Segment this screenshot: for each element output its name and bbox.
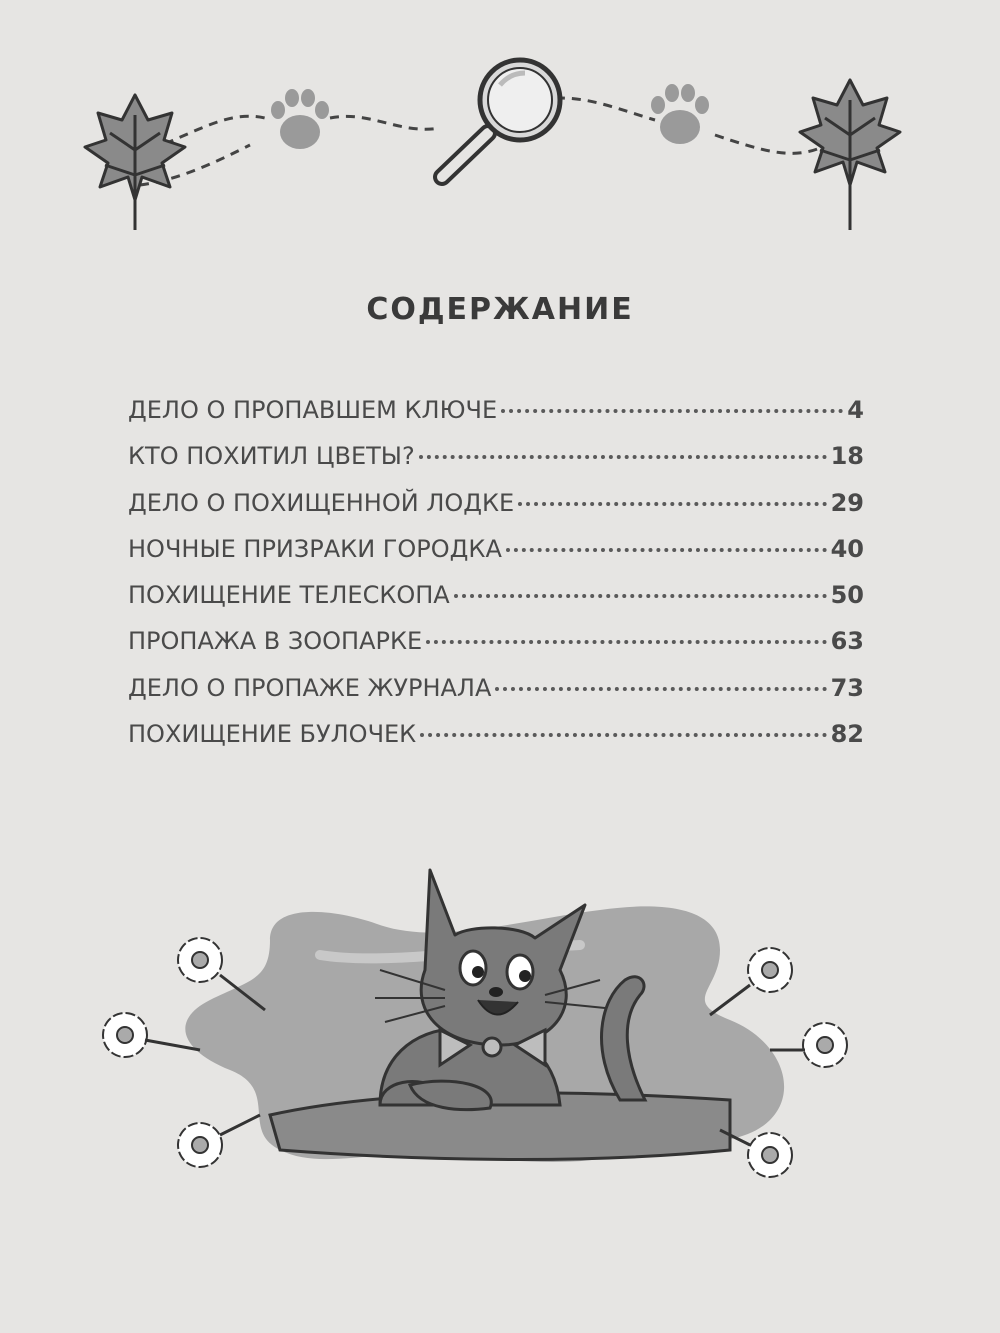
dot-leader (506, 548, 827, 552)
dot-leader (518, 502, 826, 506)
daisy-icon (103, 1013, 147, 1057)
daisy-icon (178, 938, 222, 982)
daisy-icon (178, 1123, 222, 1167)
toc-entry[interactable] (128, 396, 864, 442)
table-of-contents (128, 396, 864, 766)
page-title: СОДЕРЖАНИЕ (366, 292, 634, 327)
maple-leaf-icon (800, 80, 900, 230)
paw-print-icon (651, 84, 709, 144)
toc-entry-page-number: 18 (830, 442, 864, 471)
toc-entry-page-number: 63 (830, 627, 864, 656)
toc-entry-title: ДЕЛО О ПРОПАВШЕМ КЛЮЧЕ (128, 396, 498, 424)
toc-entry[interactable] (128, 674, 864, 720)
toc-entry-page-number: 4 (847, 396, 864, 424)
cat-illustration (80, 850, 920, 1190)
dot-leader (495, 687, 826, 691)
toc-entry[interactable] (128, 720, 864, 766)
dot-leader (454, 594, 827, 598)
maple-leaf-icon (85, 95, 185, 230)
dot-leader (501, 409, 843, 413)
toc-entry-title: ДЕЛО О ПОХИЩЕННОЙ ЛОДКЕ (128, 488, 515, 517)
toc-entry[interactable] (128, 581, 864, 627)
daisy-icon (803, 1023, 847, 1067)
toc-entry[interactable] (128, 489, 864, 535)
paw-print-icon (271, 89, 329, 149)
toc-entry-title: НОЧНЫЕ ПРИЗРАКИ ГОРОДКА (128, 534, 502, 563)
toc-entry-page-number: 50 (830, 581, 864, 610)
toc-entry[interactable] (128, 535, 864, 581)
toc-entry-title: ПРОПАЖА В ЗООПАРКЕ (128, 627, 423, 656)
dot-leader (420, 733, 826, 737)
dot-leader (426, 640, 826, 644)
toc-entry-title: ПОХИЩЕНИЕ ТЕЛЕСКОПА (128, 581, 450, 610)
daisy-icon (748, 1133, 792, 1177)
toc-entry-page-number: 40 (830, 534, 864, 563)
toc-entry-title: КТО ПОХИТИЛ ЦВЕТЫ? (128, 442, 415, 471)
daisy-icon (748, 948, 792, 992)
magnifying-glass-icon (442, 60, 560, 177)
toc-entry-title: ПОХИЩЕНИЕ БУЛОЧЕК (128, 720, 417, 749)
toc-entry-page-number: 82 (830, 720, 864, 749)
toc-entry-page-number: 29 (830, 488, 864, 517)
toc-entry-title: ДЕЛО О ПРОПАЖЕ ЖУРНАЛА (128, 673, 492, 702)
toc-entry-page-number: 73 (830, 673, 864, 702)
toc-entry[interactable] (128, 627, 864, 673)
header-decoration (0, 40, 1000, 230)
dot-leader (419, 455, 827, 459)
toc-entry[interactable] (128, 442, 864, 488)
